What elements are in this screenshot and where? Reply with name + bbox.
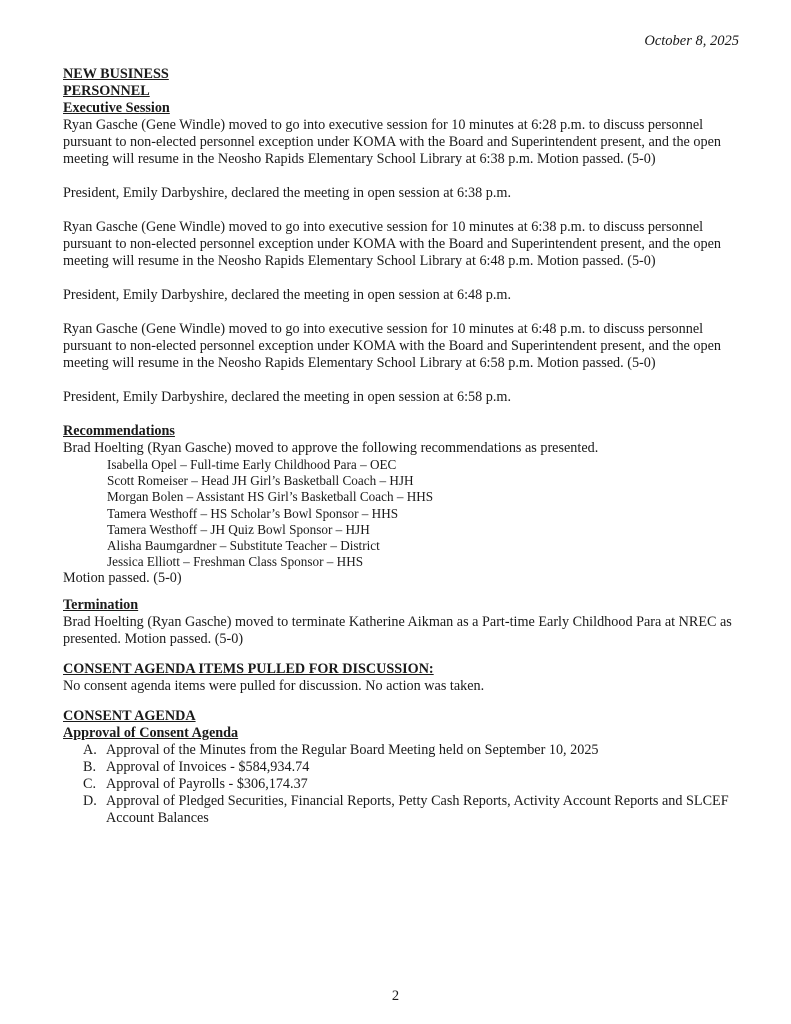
consent-agenda-heading: CONSENT AGENDA xyxy=(63,708,196,725)
recommendation-item: Isabella Opel – Full-time Early Childhood Para – OEC xyxy=(107,457,397,472)
page-number: 2 xyxy=(391,988,400,1004)
recommendation-item: Scott Romeiser – Head JH Girl’s Basketball Coach – HJH xyxy=(107,473,414,489)
consent-agenda-item xyxy=(63,759,753,776)
recommendations-list xyxy=(63,457,753,570)
item-letter: B. xyxy=(83,759,97,776)
item-text: Approval of the Minutes from the Regular Board Meeting held on September 10, 2025 xyxy=(106,742,599,759)
executive-session-motion-1: Ryan Gasche (Gene Windle) moved to go into executive session for 10 minutes at 6:28 p.m. to discuss personnel pursuant to non-elected personnel exception under KOMA with the Board and Superintendent present, and the open meeting will resume in the Neosho Rapids Elementary School Library at 6:38 p.m. Motion passed. (5-0) xyxy=(63,117,721,167)
consent-pulled-text: No consent agenda items were pulled for discussion. No action was taken. xyxy=(63,678,485,695)
item-letter: C. xyxy=(83,776,97,793)
item-text: Approval of Invoices - $584,934.74 xyxy=(106,759,310,776)
executive-session-heading: Executive Session xyxy=(63,100,170,116)
consent-agenda-item xyxy=(63,793,753,827)
item-letter: A. xyxy=(83,742,97,759)
approval-consent-agenda-heading: Approval of Consent Agenda xyxy=(63,725,239,742)
open-session-declaration-2: President, Emily Darbyshire, declared the meeting in open session at 6:48 p.m. xyxy=(63,287,511,303)
item-text: Approval of Payrolls - $306,174.37 xyxy=(106,776,308,793)
item-text: Approval of Pledged Securities, Financial Reports, Petty Cash Reports, Activity Account Reports and SLCEF Account Balances xyxy=(106,793,729,827)
open-session-declaration-3: President, Emily Darbyshire, declared the meeting in open session at 6:58 p.m. xyxy=(63,389,511,405)
recommendation-item: Tamera Westhoff – HS Scholar’s Bowl Sponsor – HHS xyxy=(107,505,399,521)
recommendation-item: Morgan Bolen – Assistant HS Girl’s Basketball Coach – HHS xyxy=(107,489,434,505)
termination-text: Brad Hoelting (Ryan Gasche) moved to terminate Katherine Aikman as a Part-time Early Childhood Para at NREC as presented. Motion passed. (5-0) xyxy=(63,614,732,648)
personnel-heading: PERSONNEL xyxy=(63,83,150,99)
consent-agenda-item xyxy=(63,742,753,759)
recommendations-result: Motion passed. (5-0) xyxy=(63,570,182,587)
termination-heading: Termination xyxy=(63,597,139,614)
minutes-page xyxy=(63,66,753,827)
recommendation-item: Alisha Baumgardner – Substitute Teacher – District xyxy=(107,538,380,554)
recommendation-item: Jessica Elliott – Freshman Class Sponsor – HHS xyxy=(107,554,364,570)
consent-agenda-list xyxy=(63,742,753,827)
recommendation-item: Tamera Westhoff – JH Quiz Bowl Sponsor – HJH xyxy=(107,521,370,537)
consent-agenda-item xyxy=(63,776,753,793)
recommendations-intro: Brad Hoelting (Ryan Gasche) moved to approve the following recommendations as presented. xyxy=(63,440,599,456)
document-date: October 8, 2025 xyxy=(644,33,739,49)
executive-session-motion-2: Ryan Gasche (Gene Windle) moved to go into executive session for 10 minutes at 6:38 p.m. to discuss personnel pursuant to non-elected personnel exception under KOMA with the Board and Superintendent present, and the open meeting will resume in the Neosho Rapids Elementary School Library at 6:48 p.m. Motion passed. (5-0) xyxy=(63,219,721,269)
recommendations-heading: Recommendations xyxy=(63,423,175,439)
item-letter: D. xyxy=(83,793,97,810)
open-session-declaration-1: President, Emily Darbyshire, declared the meeting in open session at 6:38 p.m. xyxy=(63,185,511,201)
executive-session-motion-3: Ryan Gasche (Gene Windle) moved to go into executive session for 10 minutes at 6:48 p.m. to discuss personnel pursuant to non-elected personnel exception under KOMA with the Board and Superintendent present, and the open meeting will resume in the Neosho Rapids Elementary School Library at 6:58 p.m. Motion passed. (5-0) xyxy=(63,321,721,371)
new-business-heading: NEW BUSINESS xyxy=(63,66,169,82)
consent-pulled-heading: CONSENT AGENDA ITEMS PULLED FOR DISCUSSION: xyxy=(63,661,434,678)
